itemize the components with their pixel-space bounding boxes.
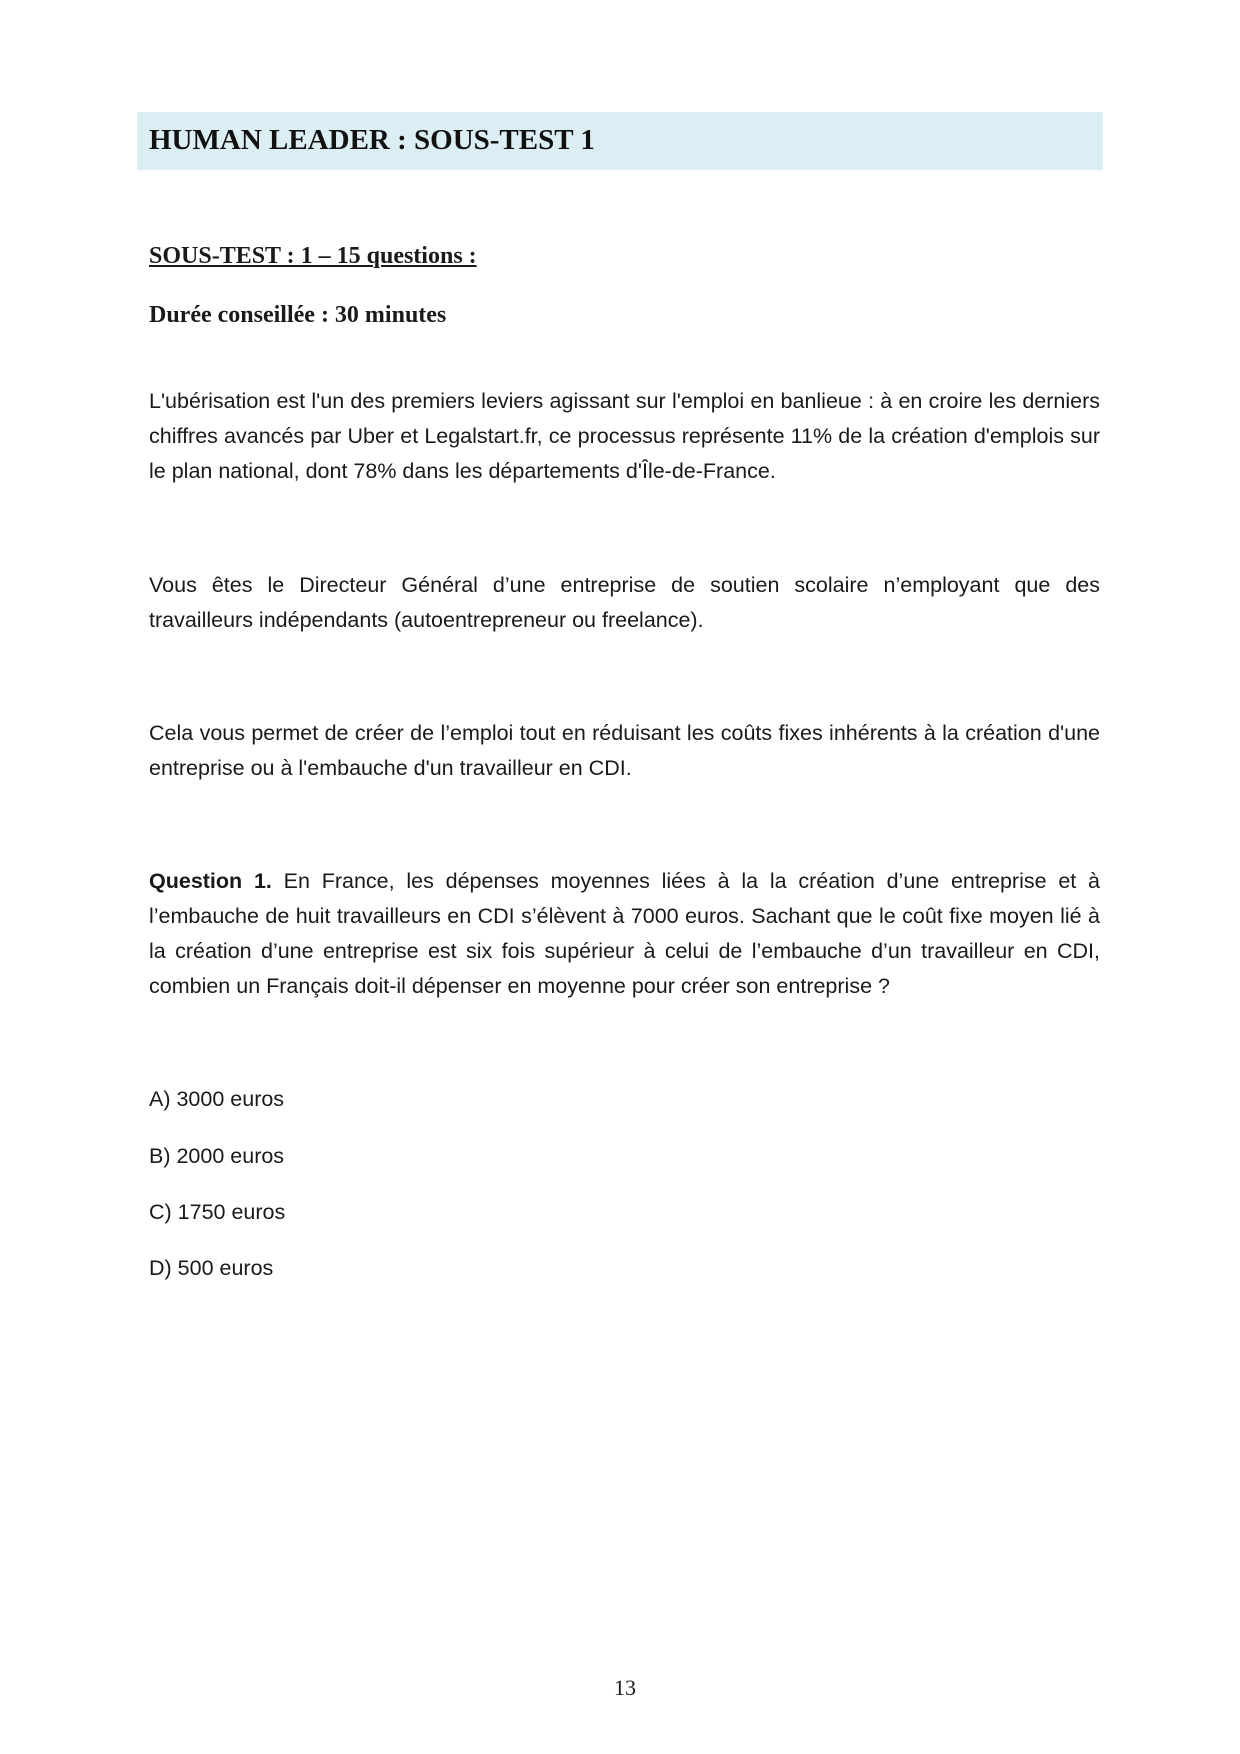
page-number: 13 (614, 1675, 636, 1700)
duration-label: Durée conseillée : 30 minutes (149, 302, 447, 328)
question-label: Question 1. (149, 869, 272, 893)
header-band (137, 112, 1103, 170)
answer-option-b: B) 2000 euros (149, 1144, 285, 1168)
intro-paragraph: L'ubérisation est l'un des premiers leviers agissant sur l'emploi en banlieue : à en croire les derniers chiffres avancés par Uber et Legalstart.fr, ce processus représente 11% de la création d'emplois sur le plan national, dont 78% dans les départements d'Île-de-France. (149, 389, 1100, 483)
answer-option-a: A) 3000 euros (149, 1087, 285, 1111)
context-paragraph: Vous êtes le Directeur Général d’une entreprise de soutien scolaire n’employant que des travailleurs indépendants (autoentrepreneur ou freelance). (149, 573, 1100, 632)
page-title: HUMAN LEADER : SOUS-TEST 1 (149, 124, 595, 156)
subtest-label: SOUS-TEST : 1 – 15 questions : (149, 243, 477, 269)
benefit-paragraph: Cela vous permet de créer de l’emploi tout en réduisant les coûts fixes inhérents à la création d'une entreprise ou à l'embauche d'un travailleur en CDI. (149, 721, 1100, 780)
question-paragraph (149, 864, 1100, 1004)
answer-option-d: D) 500 euros (149, 1256, 274, 1280)
question-text: En France, les dépenses moyennes liées à la la création d’une entreprise et à l’embauche de huit travailleurs en CDI s’élèvent à 7000 euros. Sachant que le coût fixe moyen lié à la création d’une entreprise est six fois supérieur à celui de l’embauche d’un travailleur en CDI, combien un Français doit-il dépenser en moyenne pour créer son entreprise ? (149, 869, 1100, 998)
answer-option-c: C) 1750 euros (149, 1200, 286, 1224)
